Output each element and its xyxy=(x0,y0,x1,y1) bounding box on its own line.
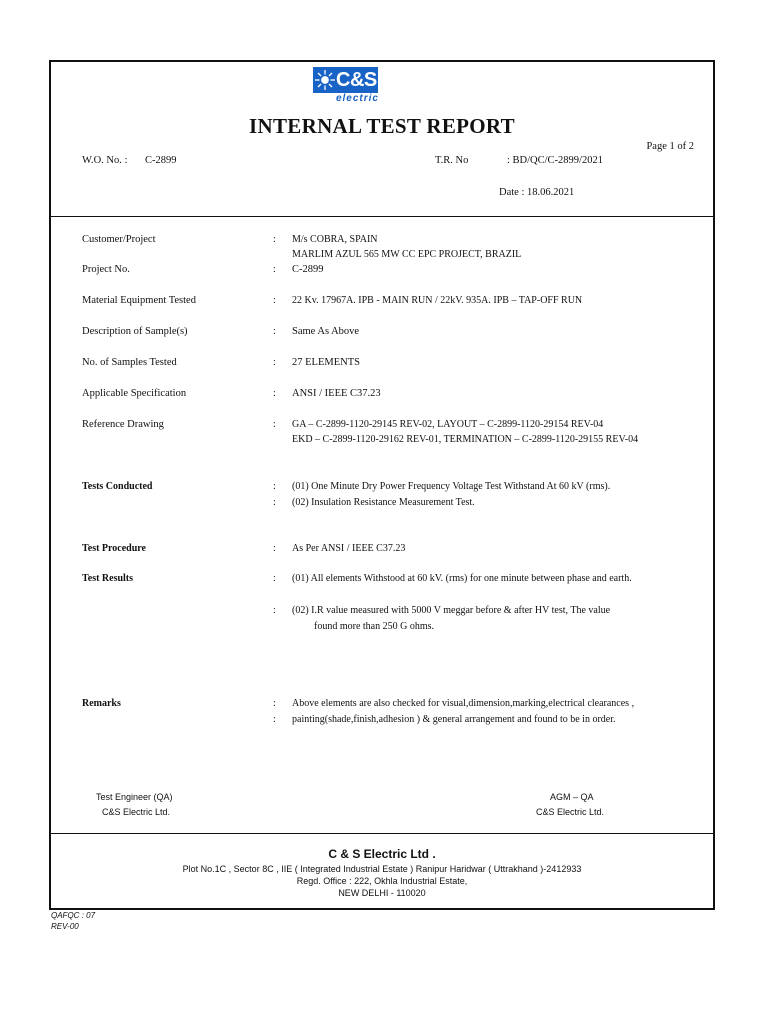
tr-label: T.R. No xyxy=(435,155,469,166)
sun-emblem-icon xyxy=(313,67,337,93)
signature-right-title: AGM – QA xyxy=(550,792,594,802)
signature-right-company: C&S Electric Ltd. xyxy=(536,807,605,817)
results-item-1: (01) All elements Withstood at 60 kV. (rms) for one minute between phase and earth. xyxy=(292,573,632,584)
results-item-2: (02) I.R value measured with 5000 V meggar before & after HV test, The value xyxy=(292,605,611,616)
procedure-label: Test Procedure xyxy=(82,543,146,554)
spec-value: ANSI / IEEE C37.23 xyxy=(292,388,381,399)
colon: : xyxy=(273,497,276,508)
footer-divider xyxy=(51,833,713,834)
colon: : xyxy=(273,714,276,725)
signature-left-company: C&S Electric Ltd. xyxy=(102,807,171,817)
procedure-value: As Per ANSI / IEEE C37.23 xyxy=(292,543,406,554)
tests-conducted-label: Tests Conducted xyxy=(82,481,153,492)
wo-value: C-2899 xyxy=(145,155,177,166)
colon: : xyxy=(273,295,276,306)
results-label: Test Results xyxy=(82,573,134,584)
tests-item-1: (01) One Minute Dry Power Frequency Voltage Test Withstand At 60 kV (rms). xyxy=(292,481,611,492)
colon: : xyxy=(273,357,276,368)
samples-label: No. of Samples Tested xyxy=(82,357,177,368)
colon: : xyxy=(273,326,276,337)
project-no-label: Project No. xyxy=(82,264,130,275)
tests-item-2: (02) Insulation Resistance Measurement Test. xyxy=(292,497,475,508)
description-label: Description of Sample(s) xyxy=(82,326,188,337)
material-label: Material Equipment Tested xyxy=(82,295,196,306)
footer-company: C & S Electric Ltd . xyxy=(328,847,436,861)
company-logo xyxy=(313,67,379,107)
report-frame xyxy=(49,60,715,910)
spec-label: Applicable Specification xyxy=(82,388,187,399)
colon: : xyxy=(273,234,276,245)
colon: : xyxy=(273,698,276,709)
description-value: Same As Above xyxy=(292,326,360,337)
colon: : xyxy=(273,388,276,399)
colon: : xyxy=(273,481,276,492)
footer-address-1: Plot No.1C , Sector 8C , IIE ( Integrated Industrial Estate ) Ranipur Haridwar ( Uttrakhand )-2412933 xyxy=(182,864,582,874)
form-number: QAFQC : 07 xyxy=(51,911,96,920)
colon: : xyxy=(273,573,276,584)
colon: : xyxy=(273,264,276,275)
material-value: 22 Kv. 17967A. IPB - MAIN RUN / 22kV. 935A. IPB – TAP-OFF RUN xyxy=(292,295,583,306)
customer-label: Customer/Project xyxy=(82,234,156,245)
logo-brand-text: C&S xyxy=(336,69,377,91)
footer-address-2: Regd. Office : 222, Okhla Industrial Estate, xyxy=(296,876,468,886)
page-number: Page 1 of 2 xyxy=(646,141,694,152)
remarks-label: Remarks xyxy=(82,698,121,709)
project-name-value: MARLIM AZUL 565 MW CC EPC PROJECT, BRAZIL xyxy=(292,249,522,260)
wo-label: W.O. No. : xyxy=(82,155,128,166)
colon: : xyxy=(273,605,276,616)
logo-sub-text: electric xyxy=(335,93,379,104)
project-no-value: C-2899 xyxy=(292,264,324,275)
customer-value: M/s COBRA, SPAIN xyxy=(292,234,378,245)
report-title: INTERNAL TEST REPORT xyxy=(249,114,515,138)
tr-value: : BD/QC/C-2899/2021 xyxy=(507,155,603,166)
drawing-label: Reference Drawing xyxy=(82,419,164,430)
drawing-value-1: GA – C-2899-1120-29145 REV-02, LAYOUT – C-2899-1120-29154 REV-04 xyxy=(292,419,604,430)
samples-value: 27 ELEMENTS xyxy=(292,357,360,368)
remarks-line-2: painting(shade,finish,adhesion ) & general arrangement and found to be in order. xyxy=(292,714,616,725)
remarks-line-1: Above elements are also checked for visual,dimension,marking,electrical clearances , xyxy=(292,698,635,709)
header-divider xyxy=(51,216,713,217)
drawing-value-2: EKD – C-2899-1120-29162 REV-01, TERMINATION – C-2899-1120-29155 REV-04 xyxy=(292,434,639,445)
report-date: Date : 18.06.2021 xyxy=(499,187,575,198)
colon: : xyxy=(273,543,276,554)
colon: : xyxy=(273,419,276,430)
footer-address-3: NEW DELHI - 110020 xyxy=(338,888,426,898)
signature-left-title: Test Engineer (QA) xyxy=(96,792,173,802)
form-revision: REV-00 xyxy=(51,922,79,931)
results-item-2-cont: found more than 250 G ohms. xyxy=(314,621,434,632)
